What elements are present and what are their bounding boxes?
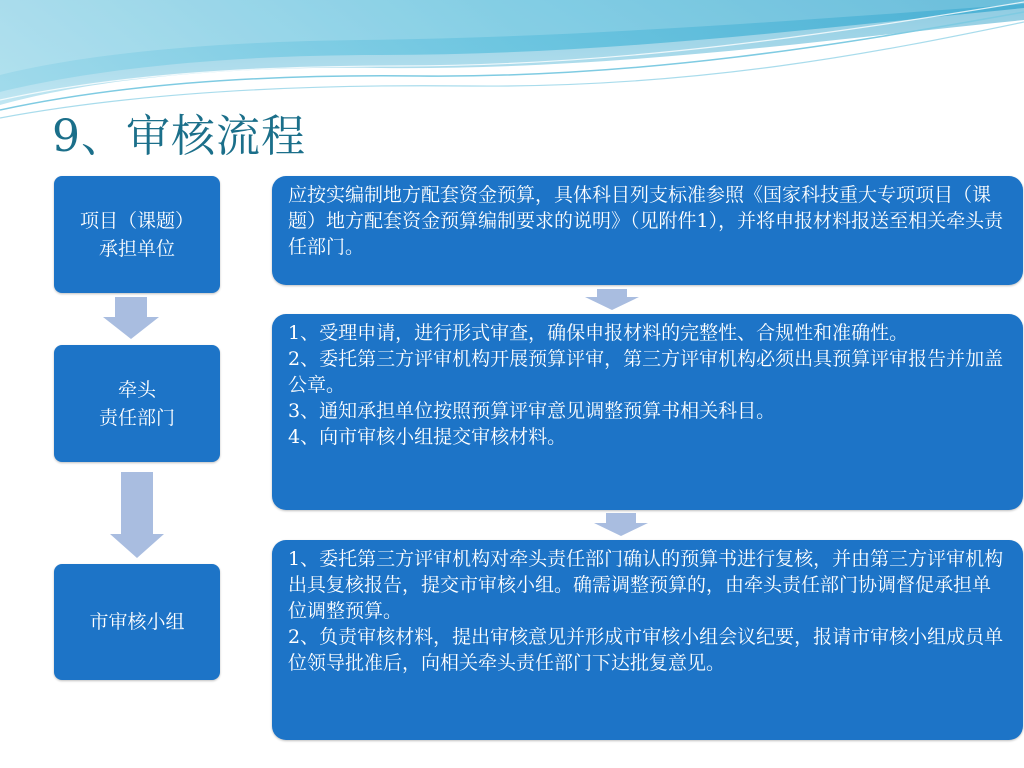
step-1-text: 应按实编制地方配套资金预算，具体科目列支标准参照《国家科技重大专项项目（课题）地方配套资金预算编制要求的说明》（见附件1），并将申报材料报送至相关牵头责任部门。 — [288, 184, 1004, 258]
down-arrow-3 — [585, 289, 639, 311]
box-project-unit-label: 项目（课题） 承担单位 — [79, 209, 194, 260]
box-city-review-group-label: 市审核小组 — [89, 611, 185, 633]
box-lead-department-label: 牵头 责任部门 — [98, 378, 175, 429]
step-2-item-2: 2、委托第三方评审机构开展预算评审，第三方评审机构必须出具预算评审报告并加盖公章。 — [288, 348, 1004, 396]
step-3-item-2: 2、负责审核材料，提出审核意见并形成市审核小组会议纪要，报请市审核小组成员单位领导批准后，向相关牵头责任部门下达批复意见。 — [288, 626, 1004, 674]
step-2-item-4: 4、向市审核小组提交审核材料。 — [288, 426, 567, 448]
page-title: 9、审核流程 — [52, 111, 306, 162]
box-step-3-description — [272, 540, 1023, 740]
step-3-item-1: 1、委托第三方评审机构对牵头责任部门确认的预算书进行复核，并由第三方评审机构出具复核报告，提交市审核小组。确需调整预算的，由牵头责任部门协调督促承担单位调整预算。 — [288, 548, 1004, 622]
box-city-review-group — [54, 564, 220, 680]
down-arrow-2 — [110, 472, 164, 560]
step-2-item-1: 1、受理申请，进行形式审查，确保申报材料的完整性、合规性和准确性。 — [288, 322, 909, 344]
box-lead-department — [54, 345, 220, 462]
box-step-2-description — [272, 314, 1023, 510]
box-step-1-description — [272, 176, 1023, 285]
step-2-item-3: 3、通知承担单位按照预算评审意见调整预算书相关科目。 — [288, 400, 776, 422]
down-arrow-1 — [103, 297, 159, 341]
down-arrow-4 — [594, 513, 648, 537]
box-project-unit — [54, 176, 220, 293]
